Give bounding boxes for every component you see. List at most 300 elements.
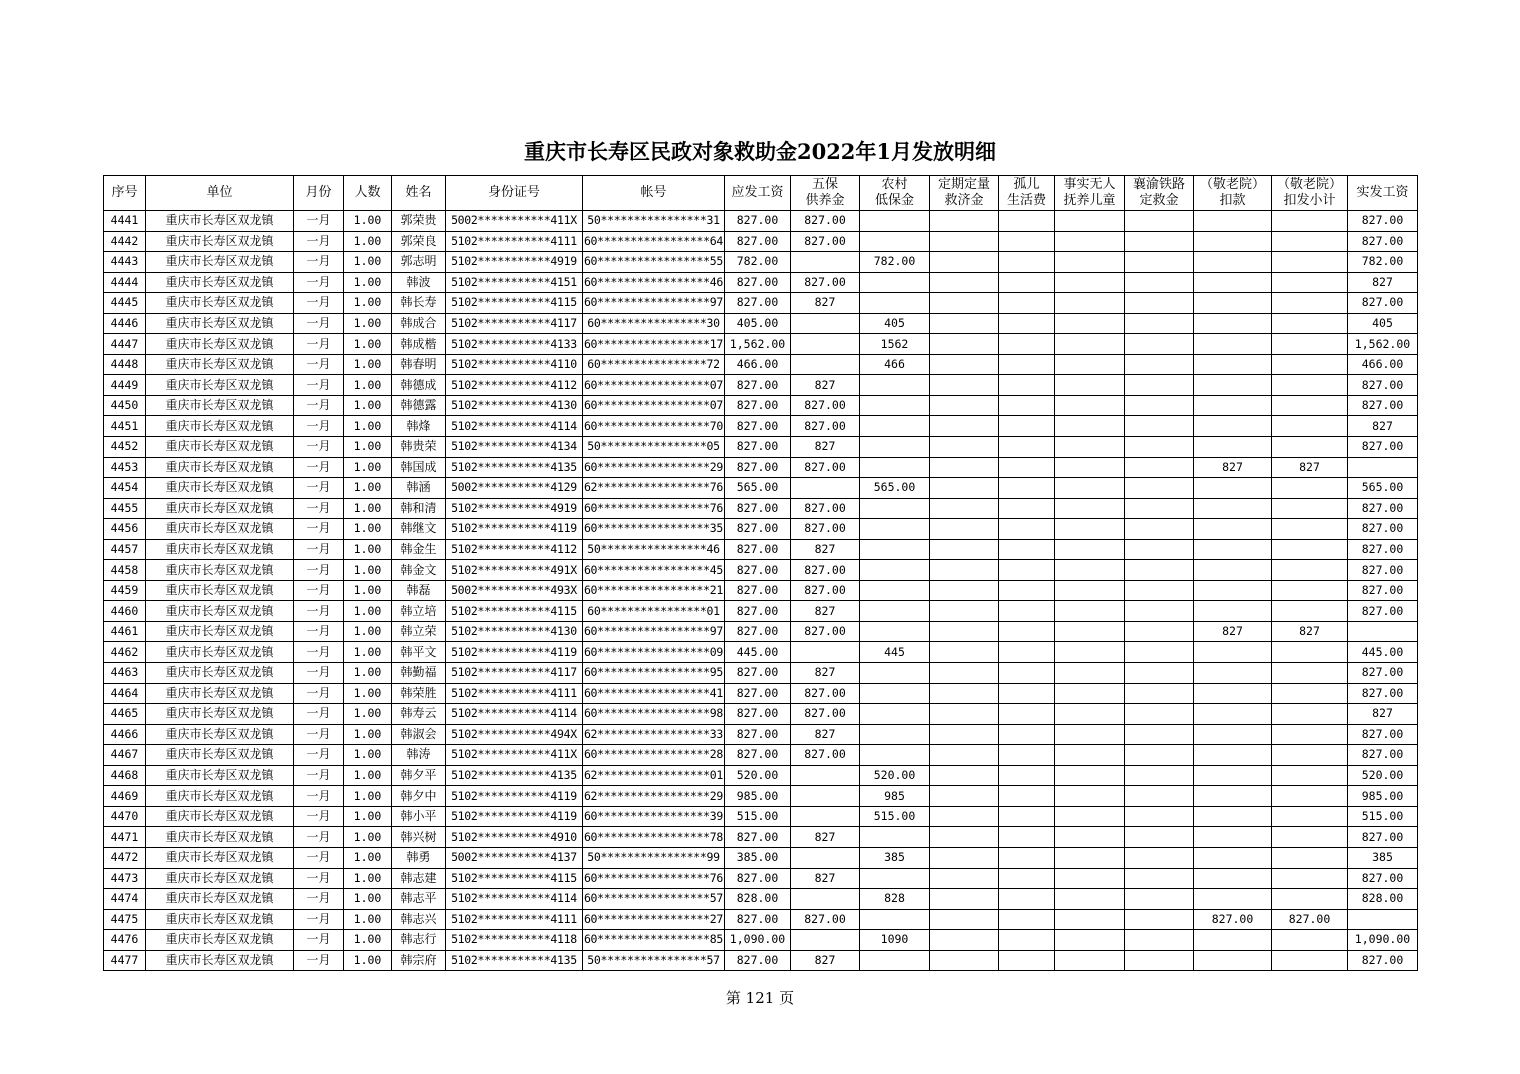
col-fixed-relief-cell (930, 416, 999, 437)
col-serial-cell: 4466 (104, 724, 146, 745)
col-orphan-cell (999, 930, 1055, 951)
col-count-cell: 1.00 (344, 663, 392, 684)
col-account-cell: 62*****************76 (583, 478, 725, 499)
col-nursing-subtotal-cell (1272, 539, 1348, 560)
col-unit-cell: 重庆市长寿区双龙镇 (146, 621, 294, 642)
col-serial-cell: 4465 (104, 704, 146, 725)
col-nursing-deduction-cell (1194, 683, 1272, 704)
col-nursing-subtotal-cell (1272, 354, 1348, 375)
col-serial-cell: 4463 (104, 663, 146, 684)
col-five-guarantee-cell: 827 (791, 293, 860, 314)
col-rural-minimum-cell: 828 (860, 889, 930, 910)
col-name-cell: 郭荣贵 (392, 211, 446, 232)
col-orphan-cell (999, 231, 1055, 252)
col-unit-header: 单位 (146, 176, 294, 211)
col-fixed-relief-cell (930, 539, 999, 560)
col-unit-cell: 重庆市长寿区双龙镇 (146, 272, 294, 293)
col-net-pay-cell (1348, 457, 1418, 478)
col-five-guarantee-cell (791, 642, 860, 663)
col-name-cell: 韩成合 (392, 313, 446, 334)
col-name-cell: 韩长寿 (392, 293, 446, 314)
col-nursing-subtotal-cell: 827 (1272, 457, 1348, 478)
col-account-cell: 60*****************17 (583, 334, 725, 355)
col-name-cell: 韩淑会 (392, 724, 446, 745)
col-month-cell: 一月 (294, 704, 344, 725)
col-unsupported-child-cell (1055, 930, 1125, 951)
col-id-number-cell: 5002***********411X (446, 211, 583, 232)
col-nursing-deduction-cell (1194, 334, 1272, 355)
col-count-cell: 1.00 (344, 437, 392, 458)
col-id-number-cell: 5102***********4119 (446, 806, 583, 827)
col-nursing-subtotal-cell (1272, 334, 1348, 355)
col-orphan-cell (999, 663, 1055, 684)
col-net-pay-cell: 385 (1348, 847, 1418, 868)
col-payable-cell: 565.00 (725, 478, 791, 499)
col-count-cell: 1.00 (344, 683, 392, 704)
col-unit-cell: 重庆市长寿区双龙镇 (146, 950, 294, 971)
col-month-cell: 一月 (294, 642, 344, 663)
col-rural-minimum-header: 农村 低保金 (860, 176, 930, 211)
col-rural-minimum-cell (860, 498, 930, 519)
col-serial-cell: 4475 (104, 909, 146, 930)
col-payable-cell: 827.00 (725, 457, 791, 478)
col-unit-cell: 重庆市长寿区双龙镇 (146, 580, 294, 601)
col-month-cell: 一月 (294, 889, 344, 910)
col-id-number-cell: 5102***********4119 (446, 642, 583, 663)
col-unit-cell: 重庆市长寿区双龙镇 (146, 724, 294, 745)
col-fixed-relief-cell (930, 498, 999, 519)
col-orphan-cell (999, 395, 1055, 416)
col-account-cell: 60****************30 (583, 313, 725, 334)
col-nursing-deduction-cell: 827.00 (1194, 909, 1272, 930)
col-serial-cell: 4457 (104, 539, 146, 560)
table-row (104, 252, 1418, 273)
col-month-cell: 一月 (294, 580, 344, 601)
col-fixed-relief-cell (930, 909, 999, 930)
col-name-cell: 韩继文 (392, 519, 446, 540)
col-fixed-relief-cell (930, 211, 999, 232)
col-id-number-cell: 5002***********493X (446, 580, 583, 601)
col-five-guarantee-cell: 827 (791, 663, 860, 684)
col-nursing-subtotal-cell (1272, 745, 1348, 766)
col-railway-relief-cell (1125, 519, 1194, 540)
col-account-cell: 50****************57 (583, 950, 725, 971)
col-serial-cell: 4458 (104, 560, 146, 581)
col-rural-minimum-cell: 782.00 (860, 252, 930, 273)
col-fixed-relief-cell (930, 313, 999, 334)
col-unit-cell: 重庆市长寿区双龙镇 (146, 416, 294, 437)
col-count-cell: 1.00 (344, 539, 392, 560)
col-orphan-cell (999, 868, 1055, 889)
col-unit-cell: 重庆市长寿区双龙镇 (146, 334, 294, 355)
col-railway-relief-cell (1125, 786, 1194, 807)
col-fixed-relief-cell (930, 683, 999, 704)
col-nursing-deduction-cell (1194, 663, 1272, 684)
col-name-cell: 韩国成 (392, 457, 446, 478)
col-id-number-cell: 5102***********4119 (446, 786, 583, 807)
col-fixed-relief-cell (930, 704, 999, 725)
col-railway-relief-cell (1125, 252, 1194, 273)
col-month-cell: 一月 (294, 663, 344, 684)
col-nursing-deduction-cell: 827 (1194, 621, 1272, 642)
col-payable-header: 应发工资 (725, 176, 791, 211)
col-railway-relief-cell (1125, 745, 1194, 766)
col-five-guarantee-cell (791, 786, 860, 807)
col-account-cell: 62*****************29 (583, 786, 725, 807)
col-name-cell: 韩德成 (392, 375, 446, 396)
col-payable-cell: 827.00 (725, 293, 791, 314)
col-orphan-cell (999, 334, 1055, 355)
col-nursing-deduction-cell (1194, 437, 1272, 458)
col-payable-cell: 827.00 (725, 745, 791, 766)
col-five-guarantee-cell: 827.00 (791, 909, 860, 930)
col-id-number-header: 身份证号 (446, 176, 583, 211)
col-orphan-cell (999, 478, 1055, 499)
col-rural-minimum-cell: 1090 (860, 930, 930, 951)
col-account-cell: 50****************46 (583, 539, 725, 560)
col-railway-relief-cell (1125, 601, 1194, 622)
col-nursing-deduction-cell: 827 (1194, 457, 1272, 478)
col-unit-cell: 重庆市长寿区双龙镇 (146, 889, 294, 910)
col-serial-cell: 4474 (104, 889, 146, 910)
table-row (104, 765, 1418, 786)
col-month-cell: 一月 (294, 478, 344, 499)
col-unit-cell: 重庆市长寿区双龙镇 (146, 354, 294, 375)
col-account-cell: 60*****************07 (583, 375, 725, 396)
col-nursing-subtotal-cell (1272, 231, 1348, 252)
col-railway-relief-cell (1125, 683, 1194, 704)
col-count-cell: 1.00 (344, 354, 392, 375)
col-unsupported-child-cell (1055, 683, 1125, 704)
col-serial-cell: 4477 (104, 950, 146, 971)
col-unsupported-child-cell (1055, 498, 1125, 519)
table-row (104, 889, 1418, 910)
table-row (104, 806, 1418, 827)
col-id-number-cell: 5102***********4919 (446, 252, 583, 273)
col-rural-minimum-cell (860, 745, 930, 766)
col-fixed-relief-cell (930, 580, 999, 601)
col-id-number-cell: 5102***********4135 (446, 950, 583, 971)
col-rural-minimum-cell (860, 293, 930, 314)
col-orphan-cell (999, 847, 1055, 868)
col-payable-cell: 827.00 (725, 231, 791, 252)
col-rural-minimum-cell (860, 231, 930, 252)
col-orphan-header: 孤儿 生活费 (999, 176, 1055, 211)
col-five-guarantee-cell: 827 (791, 437, 860, 458)
col-five-guarantee-cell: 827.00 (791, 395, 860, 416)
col-id-number-cell: 5102***********411X (446, 745, 583, 766)
col-orphan-cell (999, 827, 1055, 848)
col-nursing-deduction-cell (1194, 601, 1272, 622)
table-row (104, 313, 1418, 334)
col-five-guarantee-cell (791, 889, 860, 910)
table-row (104, 498, 1418, 519)
col-rural-minimum-cell: 445 (860, 642, 930, 663)
col-account-cell: 50****************31 (583, 211, 725, 232)
col-name-cell: 韩平文 (392, 642, 446, 663)
col-payable-cell: 985.00 (725, 786, 791, 807)
table-row (104, 334, 1418, 355)
col-unsupported-child-cell (1055, 580, 1125, 601)
col-month-cell: 一月 (294, 765, 344, 786)
col-account-cell: 60*****************35 (583, 519, 725, 540)
col-account-cell: 60*****************97 (583, 621, 725, 642)
col-unit-cell: 重庆市长寿区双龙镇 (146, 909, 294, 930)
col-serial-cell: 4471 (104, 827, 146, 848)
table-row (104, 519, 1418, 540)
col-account-cell: 60*****************76 (583, 868, 725, 889)
col-count-cell: 1.00 (344, 457, 392, 478)
col-count-cell: 1.00 (344, 601, 392, 622)
col-account-cell: 60*****************45 (583, 560, 725, 581)
col-rural-minimum-cell: 405 (860, 313, 930, 334)
col-net-pay-cell: 1,090.00 (1348, 930, 1418, 951)
col-fixed-relief-cell (930, 950, 999, 971)
col-nursing-deduction-cell (1194, 642, 1272, 663)
col-name-cell: 韩金生 (392, 539, 446, 560)
col-name-cell: 韩兴树 (392, 827, 446, 848)
col-serial-cell: 4469 (104, 786, 146, 807)
table-row (104, 663, 1418, 684)
col-orphan-cell (999, 519, 1055, 540)
col-id-number-cell: 5102***********4134 (446, 437, 583, 458)
col-fixed-relief-cell (930, 231, 999, 252)
col-id-number-cell: 5102***********4111 (446, 683, 583, 704)
col-id-number-cell: 5102***********4112 (446, 375, 583, 396)
col-unsupported-child-cell (1055, 478, 1125, 499)
col-name-cell: 韩志行 (392, 930, 446, 951)
col-unsupported-child-cell (1055, 519, 1125, 540)
table-row (104, 478, 1418, 499)
col-nursing-deduction-cell (1194, 539, 1272, 560)
col-count-cell: 1.00 (344, 231, 392, 252)
col-orphan-cell (999, 621, 1055, 642)
col-unsupported-child-cell (1055, 724, 1125, 745)
col-month-cell: 一月 (294, 560, 344, 581)
col-payable-cell: 520.00 (725, 765, 791, 786)
col-name-cell: 韩烽 (392, 416, 446, 437)
col-unsupported-child-cell (1055, 313, 1125, 334)
col-month-cell: 一月 (294, 950, 344, 971)
col-serial-cell: 4442 (104, 231, 146, 252)
col-serial-cell: 4459 (104, 580, 146, 601)
col-rural-minimum-cell: 385 (860, 847, 930, 868)
col-nursing-subtotal-cell (1272, 375, 1348, 396)
col-railway-relief-cell (1125, 827, 1194, 848)
table-row (104, 745, 1418, 766)
col-five-guarantee-cell: 827.00 (791, 498, 860, 519)
col-month-cell: 一月 (294, 909, 344, 930)
col-five-guarantee-cell: 827 (791, 827, 860, 848)
col-account-cell: 60****************01 (583, 601, 725, 622)
col-orphan-cell (999, 642, 1055, 663)
col-fixed-relief-cell (930, 663, 999, 684)
col-count-cell: 1.00 (344, 889, 392, 910)
col-nursing-deduction-cell (1194, 827, 1272, 848)
col-id-number-cell: 5102***********494X (446, 724, 583, 745)
col-railway-relief-cell (1125, 560, 1194, 581)
table-row (104, 272, 1418, 293)
col-id-number-cell: 5102***********4910 (446, 827, 583, 848)
col-serial-cell: 4443 (104, 252, 146, 273)
col-railway-relief-cell (1125, 231, 1194, 252)
table-row (104, 601, 1418, 622)
col-month-cell: 一月 (294, 827, 344, 848)
col-net-pay-cell: 827.00 (1348, 211, 1418, 232)
col-nursing-deduction-cell (1194, 704, 1272, 725)
col-orphan-cell (999, 437, 1055, 458)
col-id-number-cell: 5102***********4117 (446, 313, 583, 334)
table-row (104, 786, 1418, 807)
col-five-guarantee-cell: 827.00 (791, 211, 860, 232)
col-fixed-relief-cell (930, 827, 999, 848)
col-count-cell: 1.00 (344, 416, 392, 437)
col-name-cell: 韩志平 (392, 889, 446, 910)
table-row (104, 827, 1418, 848)
col-nursing-deduction-cell (1194, 765, 1272, 786)
col-orphan-cell (999, 745, 1055, 766)
col-unsupported-child-cell (1055, 334, 1125, 355)
col-count-cell: 1.00 (344, 724, 392, 745)
col-serial-cell: 4473 (104, 868, 146, 889)
col-account-cell: 60*****************21 (583, 580, 725, 601)
col-unsupported-child-cell (1055, 950, 1125, 971)
col-id-number-cell: 5102***********4130 (446, 621, 583, 642)
col-id-number-cell: 5002***********4129 (446, 478, 583, 499)
col-nursing-subtotal-cell (1272, 416, 1348, 437)
table-row (104, 847, 1418, 868)
col-railway-relief-cell (1125, 663, 1194, 684)
col-rural-minimum-cell (860, 683, 930, 704)
col-five-guarantee-cell (791, 765, 860, 786)
col-fixed-relief-cell (930, 437, 999, 458)
col-account-cell: 60*****************41 (583, 683, 725, 704)
col-serial-cell: 4470 (104, 806, 146, 827)
col-unsupported-child-cell (1055, 786, 1125, 807)
col-five-guarantee-cell: 827 (791, 375, 860, 396)
col-rural-minimum-cell (860, 663, 930, 684)
table-row (104, 724, 1418, 745)
col-unsupported-child-cell (1055, 642, 1125, 663)
col-name-cell: 韩德露 (392, 395, 446, 416)
col-serial-cell: 4462 (104, 642, 146, 663)
col-railway-relief-cell (1125, 354, 1194, 375)
col-count-cell: 1.00 (344, 252, 392, 273)
col-orphan-cell (999, 211, 1055, 232)
col-account-cell: 60*****************39 (583, 806, 725, 827)
col-serial-cell: 4455 (104, 498, 146, 519)
col-serial-cell: 4448 (104, 354, 146, 375)
col-payable-cell: 827.00 (725, 560, 791, 581)
col-orphan-cell (999, 272, 1055, 293)
col-nursing-subtotal-cell (1272, 580, 1348, 601)
col-count-cell: 1.00 (344, 293, 392, 314)
col-nursing-deduction-cell (1194, 498, 1272, 519)
col-name-cell: 韩立培 (392, 601, 446, 622)
col-railway-relief-cell (1125, 437, 1194, 458)
col-unsupported-child-cell (1055, 272, 1125, 293)
col-name-cell: 韩荣胜 (392, 683, 446, 704)
col-net-pay-cell: 827.00 (1348, 950, 1418, 971)
col-id-number-cell: 5102***********4114 (446, 704, 583, 725)
col-name-cell: 韩勇 (392, 847, 446, 868)
col-count-cell: 1.00 (344, 847, 392, 868)
col-id-number-cell: 5102***********491X (446, 560, 583, 581)
col-account-cell: 60*****************09 (583, 642, 725, 663)
col-payable-cell: 782.00 (725, 252, 791, 273)
col-nursing-deduction-cell (1194, 478, 1272, 499)
col-unit-cell: 重庆市长寿区双龙镇 (146, 313, 294, 334)
col-rural-minimum-cell (860, 457, 930, 478)
col-serial-cell: 4453 (104, 457, 146, 478)
col-count-cell: 1.00 (344, 272, 392, 293)
col-five-guarantee-cell: 827.00 (791, 272, 860, 293)
col-id-number-cell: 5102***********4151 (446, 272, 583, 293)
col-month-cell: 一月 (294, 806, 344, 827)
col-five-guarantee-cell: 827 (791, 724, 860, 745)
col-five-guarantee-cell: 827.00 (791, 416, 860, 437)
col-nursing-subtotal-cell (1272, 930, 1348, 951)
col-net-pay-cell: 827.00 (1348, 663, 1418, 684)
col-nursing-deduction-cell (1194, 375, 1272, 396)
col-unit-cell: 重庆市长寿区双龙镇 (146, 930, 294, 951)
col-nursing-deduction-cell (1194, 293, 1272, 314)
col-name-cell: 韩立荣 (392, 621, 446, 642)
col-railway-relief-cell (1125, 889, 1194, 910)
col-net-pay-cell: 827 (1348, 416, 1418, 437)
col-name-cell: 韩成楷 (392, 334, 446, 355)
col-serial-cell: 4468 (104, 765, 146, 786)
col-net-pay-cell: 827.00 (1348, 827, 1418, 848)
col-nursing-deduction-cell (1194, 806, 1272, 827)
col-railway-relief-cell (1125, 765, 1194, 786)
col-nursing-subtotal-cell (1272, 252, 1348, 273)
col-railway-relief-cell (1125, 580, 1194, 601)
col-count-cell: 1.00 (344, 786, 392, 807)
col-fixed-relief-cell (930, 642, 999, 663)
col-unit-cell: 重庆市长寿区双龙镇 (146, 395, 294, 416)
col-railway-relief-cell (1125, 313, 1194, 334)
col-account-cell: 60*****************95 (583, 663, 725, 684)
col-net-pay-cell: 827.00 (1348, 560, 1418, 581)
col-net-pay-cell: 827.00 (1348, 724, 1418, 745)
col-nursing-subtotal-cell: 827 (1272, 621, 1348, 642)
col-unsupported-child-cell (1055, 745, 1125, 766)
col-name-cell: 韩夕平 (392, 765, 446, 786)
col-unit-cell: 重庆市长寿区双龙镇 (146, 519, 294, 540)
col-unit-cell: 重庆市长寿区双龙镇 (146, 786, 294, 807)
col-serial-header: 序号 (104, 176, 146, 211)
col-id-number-cell: 5102***********4135 (446, 765, 583, 786)
col-serial-cell: 4452 (104, 437, 146, 458)
table-row (104, 354, 1418, 375)
col-account-cell: 60*****************78 (583, 827, 725, 848)
table-row (104, 868, 1418, 889)
col-orphan-cell (999, 724, 1055, 745)
col-count-cell: 1.00 (344, 909, 392, 930)
col-count-cell: 1.00 (344, 560, 392, 581)
col-count-cell: 1.00 (344, 642, 392, 663)
col-five-guarantee-cell: 827.00 (791, 580, 860, 601)
col-rural-minimum-cell (860, 375, 930, 396)
col-unsupported-child-cell (1055, 539, 1125, 560)
col-net-pay-cell: 827.00 (1348, 539, 1418, 560)
col-payable-cell: 445.00 (725, 642, 791, 663)
col-account-cell: 60*****************29 (583, 457, 725, 478)
table-row (104, 621, 1418, 642)
col-count-cell: 1.00 (344, 334, 392, 355)
col-nursing-subtotal-cell (1272, 847, 1348, 868)
